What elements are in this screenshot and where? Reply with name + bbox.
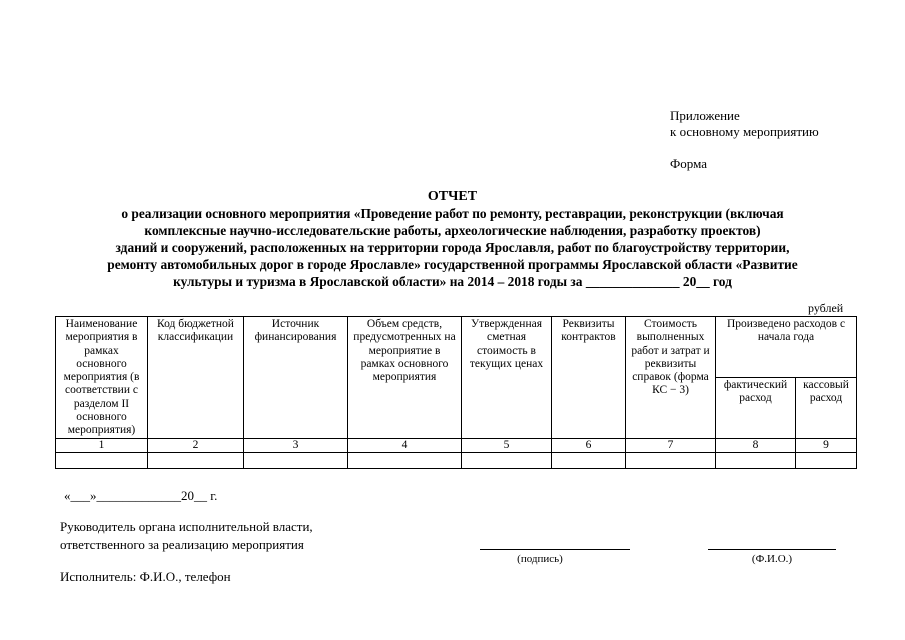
header-cell: Утвержденная сметная стоимость в текущих ценах (462, 317, 552, 439)
empty-cell (56, 452, 148, 468)
empty-cell (552, 452, 626, 468)
fio-caption: (Ф.И.О.) (751, 553, 793, 565)
header-cell: Объем средств, предусмотренных на мероприятие в рамках основного мероприятия (348, 317, 462, 439)
currency-unit: рублей (808, 301, 844, 315)
header-cell: Стоимость выполненных работ и затрат и реквизиты справок (форма КС − 3) (626, 317, 716, 439)
number-cell: 7 (626, 438, 716, 452)
report-title (50, 188, 855, 290)
header-cell: Источник финансирования (244, 317, 348, 439)
appendix-line-2: к основному мероприятию (670, 124, 819, 139)
number-cell: 2 (148, 438, 244, 452)
number-cell: 8 (716, 438, 796, 452)
header-cell: Код бюджетной классификации (148, 317, 244, 439)
report-title-line-5: культуры и туризма в Ярославской области» на 2014 – 2018 годы за ______________ 20__ год (173, 274, 732, 289)
report-title-line-1: о реализации основного мероприятия «Проведение работ по ремонту, реставрации, реконструкции (включая (121, 206, 784, 221)
empty-cell (716, 452, 796, 468)
header-cell: Наименование мероприятия в рамках основного мероприятия (в соответствии с разделом II основного мероприятия) (56, 317, 148, 439)
table-number-row (56, 438, 857, 452)
head-label-line-2: ответственного за реализацию мероприятия (60, 537, 304, 552)
signature-caption: (подпись) (517, 553, 563, 565)
report-table (55, 316, 857, 469)
appendix-block (670, 108, 819, 172)
report-title-line-3: зданий и сооружений, расположенных на территории города Ярославля, работ по благоустройству территории, (115, 240, 790, 255)
number-cell: 3 (244, 438, 348, 452)
table-empty-row (56, 452, 857, 468)
signature-line (480, 549, 630, 550)
empty-cell (796, 452, 857, 468)
empty-cell (462, 452, 552, 468)
report-heading: ОТЧЕТ (427, 189, 478, 204)
date-line: «___»_____________20__ г. (64, 488, 218, 503)
form-label: Форма (670, 156, 707, 171)
empty-cell (348, 452, 462, 468)
subheader-cell: фактический расход (716, 377, 796, 438)
appendix-line-1: Приложение (670, 108, 740, 123)
report-title-line-2: комплексные научно-исследовательские работы, археологические наблюдения, разработку проектов) (144, 223, 761, 238)
header-cell: Реквизиты контрактов (552, 317, 626, 439)
number-cell: 5 (462, 438, 552, 452)
executor-line: Исполнитель: Ф.И.О., телефон (60, 569, 231, 584)
table-header-row (56, 317, 857, 378)
number-cell: 9 (796, 438, 857, 452)
number-cell: 1 (56, 438, 148, 452)
empty-cell (626, 452, 716, 468)
number-cell: 4 (348, 438, 462, 452)
head-label-line-1: Руководитель органа исполнительной власти, (60, 519, 313, 534)
header-cell: Произведено расходов с начала года (716, 317, 857, 378)
empty-cell (244, 452, 348, 468)
empty-cell (148, 452, 244, 468)
fio-line (708, 549, 836, 550)
head-label (60, 518, 313, 554)
subheader-cell: кассовый расход (796, 377, 857, 438)
number-cell: 6 (552, 438, 626, 452)
report-title-line-4: ремонту автомобильных дорог в городе Ярославле» государственной программы Ярославской области «Развитие (107, 257, 798, 272)
